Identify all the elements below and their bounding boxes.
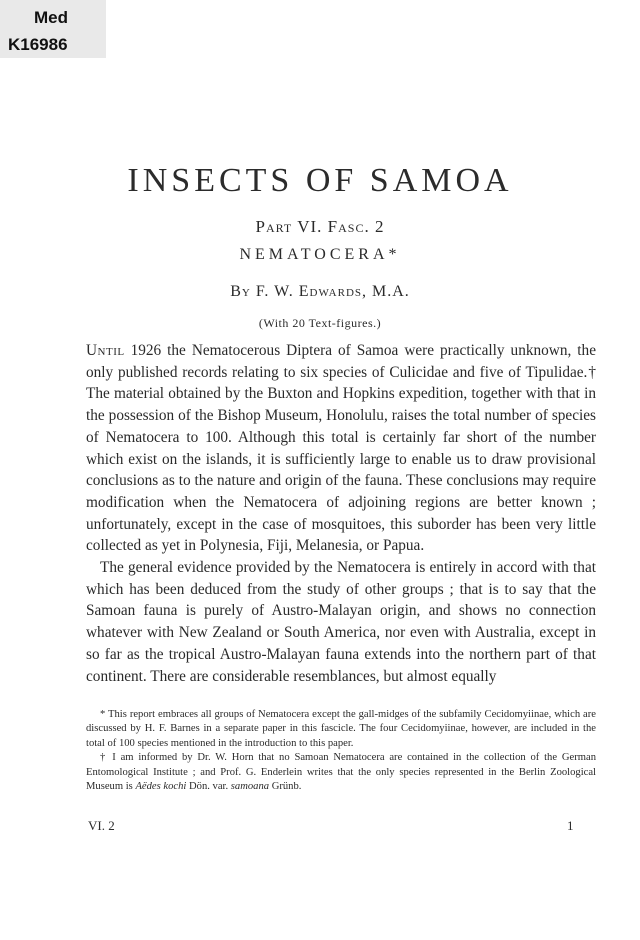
footnote-2-species: Aëdes kochi xyxy=(135,781,187,793)
footnotes xyxy=(86,708,596,794)
stamp-line-2: K16986 xyxy=(8,35,68,54)
paragraph-1-lead: Until xyxy=(86,342,125,359)
figures-note: (With 20 Text-figures.) xyxy=(258,316,382,330)
footnote-2-variety: samoana xyxy=(230,781,270,793)
paragraph-1 xyxy=(86,340,596,557)
article-body xyxy=(86,340,596,687)
paragraph-1-text: 1926 the Nematocerous Diptera of Samoa were practically unknown, the only published records relating to six species of Culicidae and five of Tipulidae.† The material obtained by the Buxton and Hopkins expedition, together with that in the possession of the Bishop Museum, Honolulu, raises the total number of species of Nematocera to 100. Although this total is certainly far short of the number which exist on the islands, it is sufficiently large to enable us to draw provisional conclusions as to the nature and origin of the fauna. These conclusions may require modification when the Nematocera of adjoining regions are better known ; unfortunately, except in the case of mosquitoes, this suborder has been very little collected as yet in Polynesia, Fiji, Melanesia, or Papua. xyxy=(86,342,596,555)
part-heading: Part VI. Fasc. 2 xyxy=(255,217,385,236)
footnote-2 xyxy=(86,751,596,794)
author-line: By F. W. Edwards, M.A. xyxy=(230,283,410,300)
stamp-line-1: Med xyxy=(34,8,68,27)
page-number: 1 xyxy=(567,818,574,833)
section-heading: NEMATOCERA* xyxy=(239,246,401,263)
library-stamp xyxy=(0,0,106,58)
footnote-2-end: Grünb. xyxy=(269,781,302,793)
signature-mark: VI. 2 xyxy=(88,818,115,833)
footnote-1: * This report embraces all groups of Nematocera except the gall-midges of the subfamily Cecidomyiinae, which are discussed by H. F. Barnes in a separate paper in this fascicle. The four Cecidomyiinae, however, are included in the total of 100 species mentioned in the introduction to this paper. xyxy=(86,709,596,749)
page-title: INSECTS OF SAMOA xyxy=(127,162,513,199)
paragraph-2: The general evidence provided by the Nematocera is entirely in accord with that which has been deduced from the study of other groups ; that is to say that the Samoan fauna is purely of Austro-Malayan origin, and shows no connection whatever with New Zealand or South America, nor even with Australia, except in so far as the tropical Austro-Malayan fauna extends into the northern part of that continent. There are considerable resemblances, but almost equally xyxy=(86,559,596,685)
footnote-2-text: † I am informed by Dr. W. Horn that no Samoan Nematocera are contained in the collection of the German Entomological Institute ; and Prof. G. Enderlein writes that the only species represented in the Berlin Zoological Museum is xyxy=(86,752,596,793)
footnote-2-mid: Dön. var. xyxy=(186,781,231,793)
